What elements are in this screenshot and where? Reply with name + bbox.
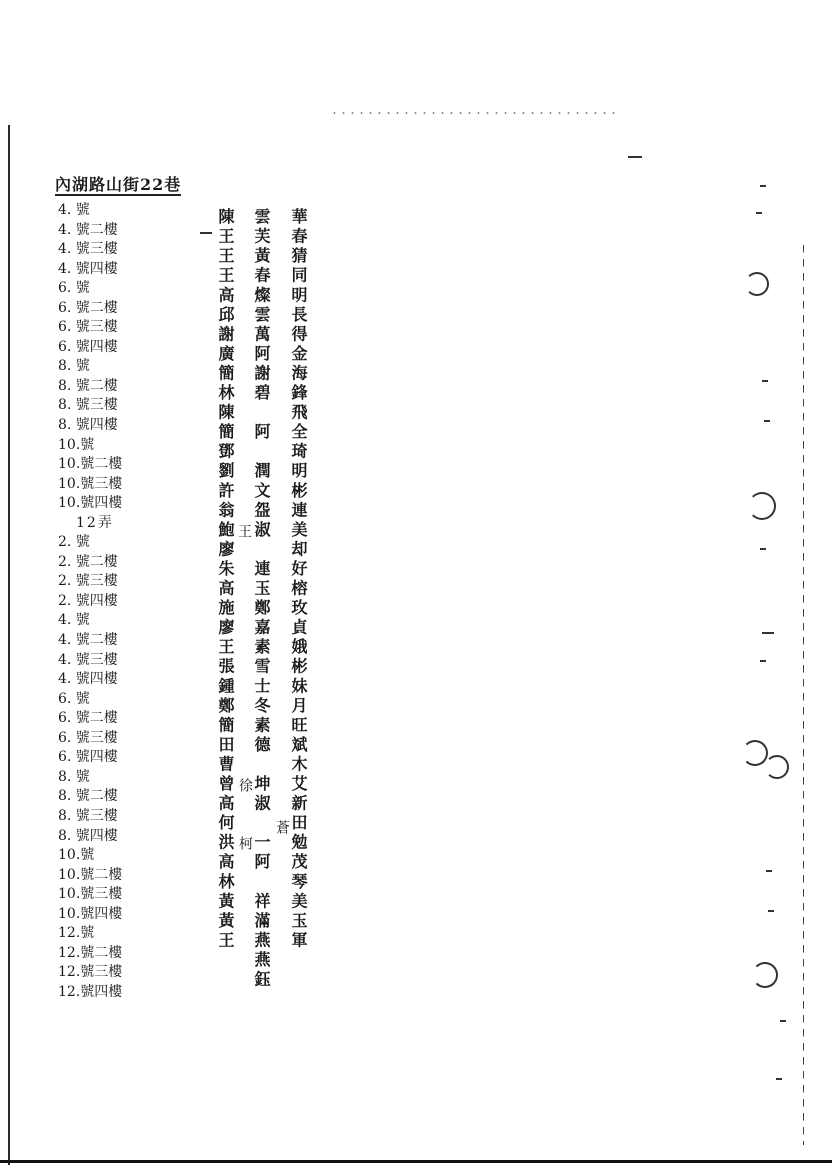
names-column-1: 華春猜同明長得金海鋒飛全琦明彬連美却好榕玫貞娥彬妹月旺斌木艾新田勉茂琴美玉軍 [289,208,308,951]
address-item: 4. 號三樓 [58,651,118,668]
address-item: 12.號 [58,925,95,942]
scan-artifact [742,740,768,766]
address-item: 6. 號二樓 [58,299,118,316]
address-item: 6. 號二樓 [58,710,118,727]
scan-artifact [762,380,768,382]
address-item: 8. 號 [58,768,90,785]
address-item: 4. 號 [58,612,90,629]
address-item: 2. 號二樓 [58,553,118,570]
address-item: 4. 號二樓 [58,221,118,238]
scan-artifact [766,870,772,872]
scan-artifact [760,660,766,662]
inline-name: 王 [236,524,252,538]
scan-artifact [765,755,789,779]
scan-artifact [760,548,766,550]
address-item: 8. 號三樓 [58,807,118,824]
scan-artifact [752,962,778,988]
address-item: 4. 號二樓 [58,632,118,649]
scan-artifact [768,910,774,912]
inline-name: 蒼 [274,820,290,834]
address-item: 10.號二樓 [58,866,123,883]
address-item: 2. 號四樓 [58,592,118,609]
address-item: 10.號 [58,847,95,864]
address-item: 10.號 [58,436,95,453]
address-item: 8. 號 [58,358,90,375]
scan-artifact [760,185,766,187]
scan-noise-dots [330,112,620,114]
address-item: 2. 號 [58,534,90,551]
scan-artifact [764,420,770,422]
address-item: 8. 號四樓 [58,827,118,844]
left-margin-line [8,125,10,1165]
address-item: 10.號四樓 [58,905,123,922]
scan-artifact [745,272,769,296]
address-item: 8. 號二樓 [58,788,118,805]
address-item: 4. 號四樓 [58,260,118,277]
address-item: 2. 號三樓 [58,573,118,590]
scan-artifact [748,492,776,520]
address-item: 12.號四樓 [58,983,123,1000]
inline-name: 徐 [237,778,253,792]
names-column-2: 雲芙黃春燦雲萬阿謝碧 阿 潤文盌淑 連玉鄭嘉素雪士冬素德 坤淑 一阿 祥滿燕燕鈺 [252,208,271,990]
address-item: 4. 號 [58,202,90,218]
address-item: 10.號三樓 [58,475,123,492]
address-item: 6. 號三樓 [58,729,118,746]
bottom-edge-line [0,1160,832,1163]
address-item: 6. 號 [58,690,90,707]
scan-artifact [756,212,762,214]
resident-names [210,208,310,990]
address-item: 12.號三樓 [58,964,123,981]
address-item: 12.號二樓 [58,944,123,961]
address-item: 10.號二樓 [58,456,123,473]
lane-heading: 12弄 [76,514,114,531]
scan-artifact [780,1020,786,1022]
street-title: 內湖路山街22巷 [55,175,182,194]
address-item: 6. 號三樓 [58,319,118,336]
address-item: 4. 號四樓 [58,671,118,688]
address-item: 10.號四樓 [58,495,123,512]
address-item: 4. 號三樓 [58,241,118,258]
address-item: 10.號三樓 [58,886,123,903]
address-item: 6. 號四樓 [58,749,118,766]
names-column-3: 陳王王王高邱謝廣簡林陳簡鄧劉許翁鮑廖朱高施廖王張鍾鄭簡田曹曾高何洪高林黃黃王 [216,208,235,951]
scan-artifact [762,632,774,634]
address-item: 8. 號二樓 [58,377,118,394]
scan-artifact [200,232,212,234]
scan-artifact [628,156,642,158]
address-item: 8. 號四樓 [58,417,118,434]
scan-artifact [776,1078,782,1080]
address-item: 6. 號四樓 [58,338,118,355]
address-item: 8. 號三樓 [58,397,118,414]
inline-name: 柯 [237,836,253,850]
right-margin-rule [803,245,804,1145]
address-item: 6. 號 [58,280,90,297]
address-list [58,201,178,1002]
